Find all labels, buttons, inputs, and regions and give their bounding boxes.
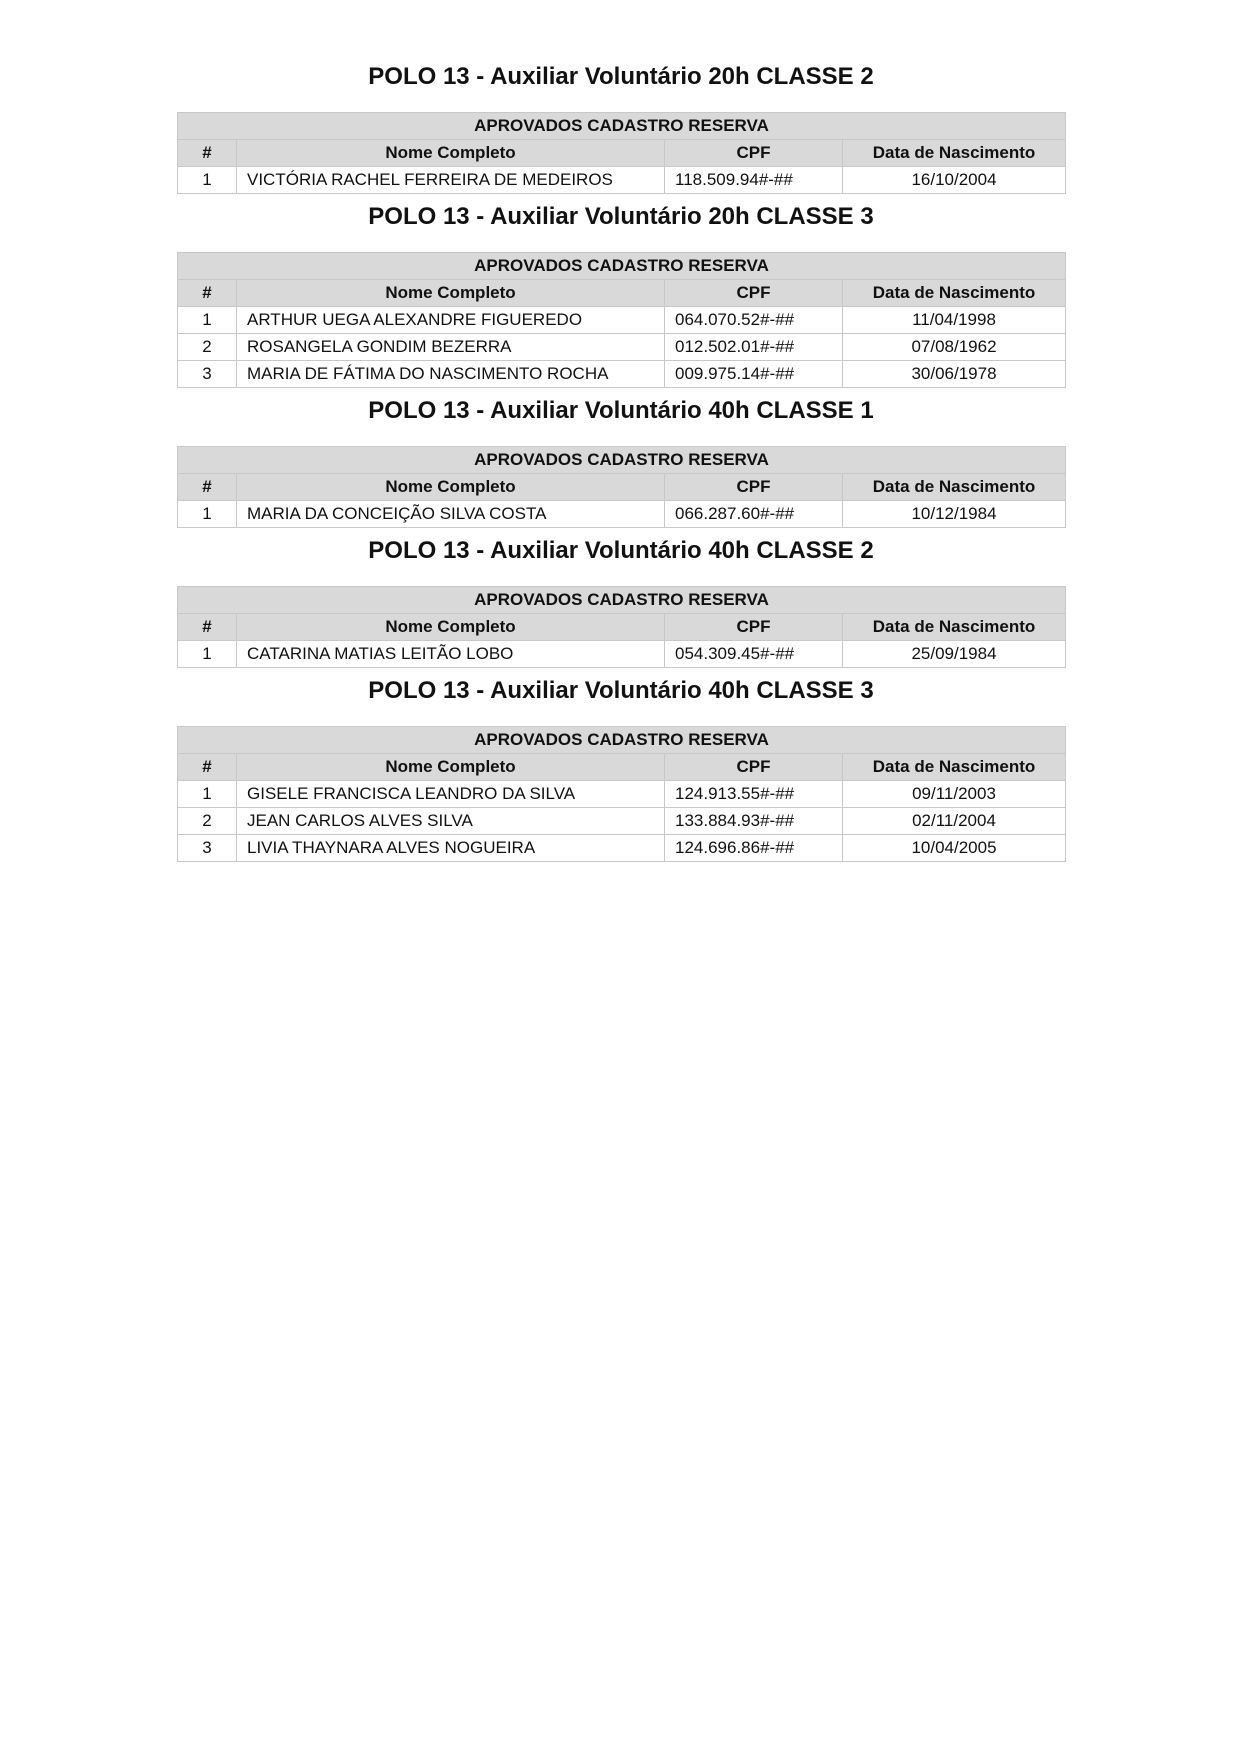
table-row bbox=[178, 307, 1066, 334]
approved-table bbox=[177, 112, 1066, 194]
cell-cpf: 064.070.52#-## bbox=[665, 307, 843, 334]
section-20h-classe-2 bbox=[177, 62, 1065, 189]
cell-cpf: 054.309.45#-## bbox=[665, 641, 843, 668]
table-row bbox=[178, 835, 1066, 862]
column-header-cpf: CPF bbox=[665, 474, 843, 501]
cell-num: 1 bbox=[178, 641, 237, 668]
cell-birth: 25/09/1984 bbox=[843, 641, 1066, 668]
cell-cpf: 124.913.55#-## bbox=[665, 781, 843, 808]
cell-num: 1 bbox=[178, 167, 237, 194]
table-banner: APROVADOS CADASTRO RESERVA bbox=[178, 113, 1066, 140]
column-header-cpf: CPF bbox=[665, 754, 843, 781]
table-header-row bbox=[178, 474, 1066, 501]
table-header-row bbox=[178, 140, 1066, 167]
cell-birth: 02/11/2004 bbox=[843, 808, 1066, 835]
cell-birth: 10/04/2005 bbox=[843, 835, 1066, 862]
cell-num: 2 bbox=[178, 808, 237, 835]
cell-cpf: 124.696.86#-## bbox=[665, 835, 843, 862]
cell-cpf: 133.884.93#-## bbox=[665, 808, 843, 835]
approved-table bbox=[177, 446, 1066, 528]
table-row bbox=[178, 334, 1066, 361]
column-header-cpf: CPF bbox=[665, 614, 843, 641]
cell-name: CATARINA MATIAS LEITÃO LOBO bbox=[237, 641, 665, 668]
section-40h-classe-1 bbox=[177, 396, 1065, 523]
table-banner-row bbox=[178, 727, 1066, 754]
column-header-num: # bbox=[178, 140, 237, 167]
cell-name: ROSANGELA GONDIM BEZERRA bbox=[237, 334, 665, 361]
table-banner: APROVADOS CADASTRO RESERVA bbox=[178, 253, 1066, 280]
table-header-row bbox=[178, 754, 1066, 781]
table-banner-row bbox=[178, 113, 1066, 140]
section-title: POLO 13 - Auxiliar Voluntário 40h CLASSE 2 bbox=[368, 537, 874, 564]
cell-birth: 07/08/1962 bbox=[843, 334, 1066, 361]
table-row bbox=[178, 361, 1066, 388]
column-header-name: Nome Completo bbox=[237, 474, 665, 501]
column-header-num: # bbox=[178, 280, 237, 307]
column-header-name: Nome Completo bbox=[237, 280, 665, 307]
section-20h-classe-3 bbox=[177, 202, 1065, 383]
column-header-birth: Data de Nascimento bbox=[843, 140, 1066, 167]
cell-num: 3 bbox=[178, 835, 237, 862]
table-header-row bbox=[178, 614, 1066, 641]
cell-num: 1 bbox=[178, 781, 237, 808]
column-header-num: # bbox=[178, 614, 237, 641]
table-row bbox=[178, 781, 1066, 808]
approved-table bbox=[177, 252, 1066, 388]
cell-name: GISELE FRANCISCA LEANDRO DA SILVA bbox=[237, 781, 665, 808]
column-header-num: # bbox=[178, 474, 237, 501]
table-banner: APROVADOS CADASTRO RESERVA bbox=[178, 447, 1066, 474]
section-title: POLO 13 - Auxiliar Voluntário 40h CLASSE 1 bbox=[368, 397, 874, 424]
column-header-name: Nome Completo bbox=[237, 140, 665, 167]
cell-name: MARIA DE FÁTIMA DO NASCIMENTO ROCHA bbox=[237, 361, 665, 388]
cell-name: VICTÓRIA RACHEL FERREIRA DE MEDEIROS bbox=[237, 167, 665, 194]
section-title: POLO 13 - Auxiliar Voluntário 20h CLASSE 2 bbox=[368, 63, 874, 90]
cell-num: 3 bbox=[178, 361, 237, 388]
section-title: POLO 13 - Auxiliar Voluntário 40h CLASSE 3 bbox=[368, 677, 874, 704]
cell-num: 1 bbox=[178, 501, 237, 528]
column-header-birth: Data de Nascimento bbox=[843, 614, 1066, 641]
section-40h-classe-2 bbox=[177, 536, 1065, 663]
cell-birth: 16/10/2004 bbox=[843, 167, 1066, 194]
cell-birth: 10/12/1984 bbox=[843, 501, 1066, 528]
cell-birth: 09/11/2003 bbox=[843, 781, 1066, 808]
section-40h-classe-3 bbox=[177, 676, 1065, 857]
cell-cpf: 012.502.01#-## bbox=[665, 334, 843, 361]
approved-table bbox=[177, 586, 1066, 668]
cell-cpf: 066.287.60#-## bbox=[665, 501, 843, 528]
cell-name: JEAN CARLOS ALVES SILVA bbox=[237, 808, 665, 835]
column-header-birth: Data de Nascimento bbox=[843, 280, 1066, 307]
cell-cpf: 009.975.14#-## bbox=[665, 361, 843, 388]
table-banner-row bbox=[178, 447, 1066, 474]
table-row bbox=[178, 808, 1066, 835]
column-header-birth: Data de Nascimento bbox=[843, 474, 1066, 501]
table-banner: APROVADOS CADASTRO RESERVA bbox=[178, 727, 1066, 754]
table-banner-row bbox=[178, 587, 1066, 614]
column-header-name: Nome Completo bbox=[237, 614, 665, 641]
cell-name: ARTHUR UEGA ALEXANDRE FIGUEREDO bbox=[237, 307, 665, 334]
column-header-birth: Data de Nascimento bbox=[843, 754, 1066, 781]
column-header-name: Nome Completo bbox=[237, 754, 665, 781]
table-row bbox=[178, 167, 1066, 194]
table-banner: APROVADOS CADASTRO RESERVA bbox=[178, 587, 1066, 614]
cell-num: 1 bbox=[178, 307, 237, 334]
cell-birth: 30/06/1978 bbox=[843, 361, 1066, 388]
cell-name: MARIA DA CONCEIÇÃO SILVA COSTA bbox=[237, 501, 665, 528]
column-header-num: # bbox=[178, 754, 237, 781]
table-header-row bbox=[178, 280, 1066, 307]
table-row bbox=[178, 641, 1066, 668]
table-banner-row bbox=[178, 253, 1066, 280]
approved-table bbox=[177, 726, 1066, 862]
cell-birth: 11/04/1998 bbox=[843, 307, 1066, 334]
column-header-cpf: CPF bbox=[665, 140, 843, 167]
cell-num: 2 bbox=[178, 334, 237, 361]
cell-cpf: 118.509.94#-## bbox=[665, 167, 843, 194]
table-row bbox=[178, 501, 1066, 528]
column-header-cpf: CPF bbox=[665, 280, 843, 307]
section-title: POLO 13 - Auxiliar Voluntário 20h CLASSE 3 bbox=[368, 203, 874, 230]
cell-name: LIVIA THAYNARA ALVES NOGUEIRA bbox=[237, 835, 665, 862]
